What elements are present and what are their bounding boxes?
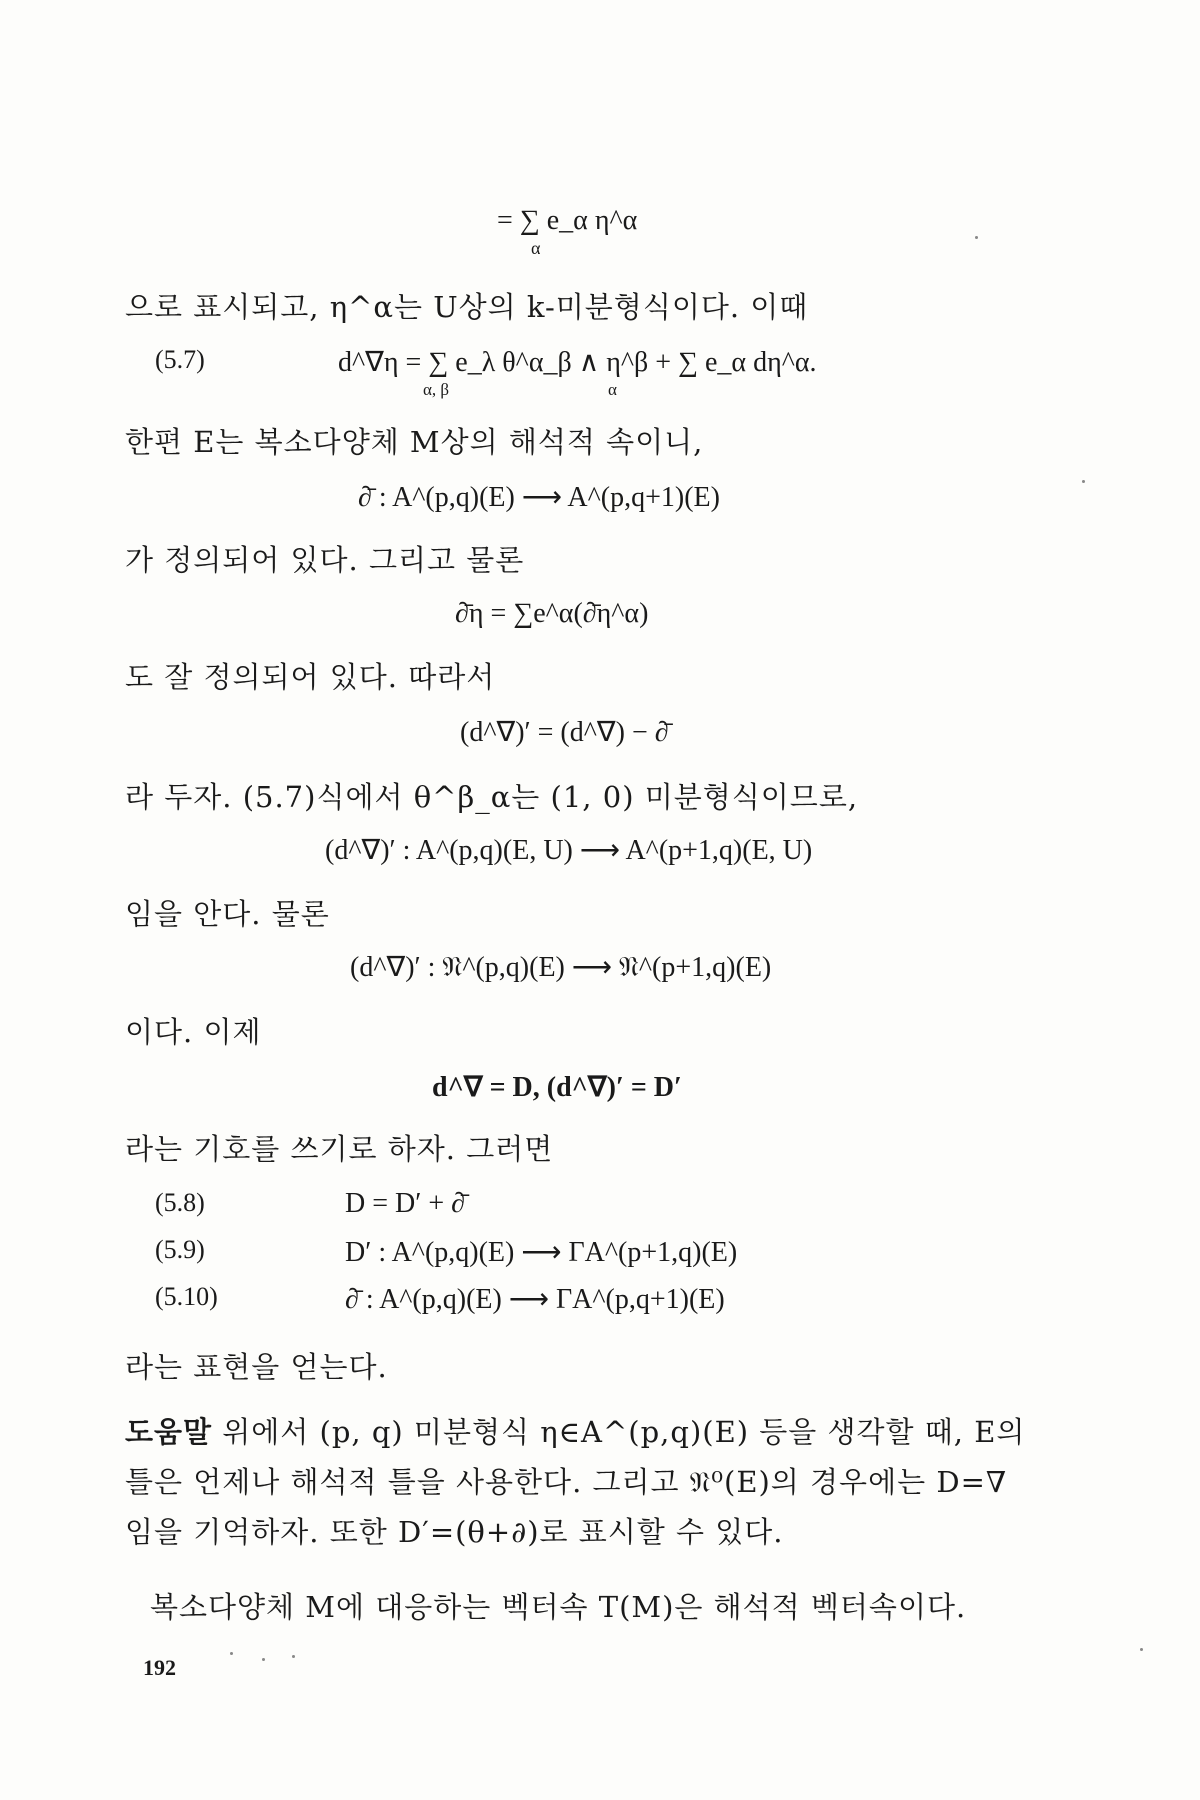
text-line-10: 복소다양체 M에 대응하는 벡터속 T(M)은 해석적 벡터속이다. bbox=[150, 1590, 967, 1624]
text-line-5: 라 두자. (5.7)식에서 θ^β_α는 (1, 0) 미분형식이므로, bbox=[125, 780, 859, 814]
equation-dbar-eta: ∂̄η = ∑e^α(∂̄η^α) bbox=[455, 598, 649, 629]
equation-5-8: D = D′ + ∂̄ bbox=[345, 1188, 465, 1219]
text-line-8: 라는 기호를 쓰기로 하자. 그러면 bbox=[125, 1132, 554, 1166]
equation-d-prime-map-2: (d^∇)′ : 𝔑^(p,q)(E) ⟶ 𝔑^(p+1,q)(E) bbox=[350, 952, 772, 983]
equation-5-7: d^∇η = ∑ e_λ θ^α_β ∧ η^β + ∑ e_α dη^α. bbox=[338, 347, 817, 378]
equation-5-10: ∂̄ : A^(p,q)(E) ⟶ ΓA^(p,q+1)(E) bbox=[345, 1284, 725, 1315]
text-line-6: 임을 안다. 물론 bbox=[125, 897, 330, 931]
text-line-3: 가 정의되어 있다. 그리고 물론 bbox=[125, 543, 525, 577]
equation-number-5-9: (5.9) bbox=[155, 1235, 205, 1264]
note-line-2: 틀은 언제나 해석적 틀을 사용한다. 그리고 𝔑⁰(E)의 경우에는 D=∇ bbox=[125, 1465, 1008, 1499]
equation-5-9: D′ : A^(p,q)(E) ⟶ ΓA^(p+1,q)(E) bbox=[345, 1237, 738, 1268]
equation-d-prime: (d^∇)′ = (d^∇) − ∂̄ bbox=[460, 717, 669, 748]
text-line-9: 라는 표현을 얻는다. bbox=[125, 1350, 388, 1384]
text-line-2: 한편 E는 복소다양체 M상의 해석적 속이니, bbox=[125, 425, 704, 459]
equation-sum: = ∑ e_α η^α bbox=[497, 205, 638, 236]
equation-D: d^∇ = D, (d^∇)′ = D′ bbox=[432, 1072, 682, 1103]
note-label: 도움말 bbox=[125, 1415, 213, 1449]
speck bbox=[1140, 1648, 1143, 1651]
note-line-1 bbox=[125, 1410, 1025, 1451]
note-line-1-text: 위에서 (p, q) 미분형식 η∈A^(p,q)(E) 등을 생각할 때, E의 bbox=[212, 1415, 1026, 1449]
text-line-7: 이다. 이제 bbox=[125, 1015, 262, 1049]
equation-d-prime-map: (d^∇)′ : A^(p,q)(E, U) ⟶ A^(p+1,q)(E, U) bbox=[325, 835, 813, 866]
speck bbox=[230, 1652, 233, 1655]
speck bbox=[262, 1658, 265, 1661]
note-line-3: 임을 기억하자. 또한 D′=(θ+∂)로 표시할 수 있다. bbox=[125, 1515, 784, 1549]
text-line-1: 으로 표시되고, η^α는 U상의 k-미분형식이다. 이때 bbox=[125, 290, 809, 324]
equation-sum-subscript: α bbox=[531, 238, 541, 258]
speck bbox=[1082, 480, 1085, 483]
equation-dbar-map: ∂̄ : A^(p,q)(E) ⟶ A^(p,q+1)(E) bbox=[358, 482, 720, 513]
equation-number-5-10: (5.10) bbox=[155, 1282, 218, 1311]
speck bbox=[292, 1655, 295, 1658]
equation-number-5-7: (5.7) bbox=[155, 345, 205, 374]
equation-5-7-subscript-1: α, β bbox=[423, 380, 450, 399]
text-line-4: 도 잘 정의되어 있다. 따라서 bbox=[125, 660, 496, 694]
page-number: 192 bbox=[143, 1655, 176, 1680]
equation-number-5-8: (5.8) bbox=[155, 1188, 205, 1217]
speck bbox=[975, 236, 978, 239]
equation-5-7-subscript-2: α bbox=[608, 380, 617, 399]
